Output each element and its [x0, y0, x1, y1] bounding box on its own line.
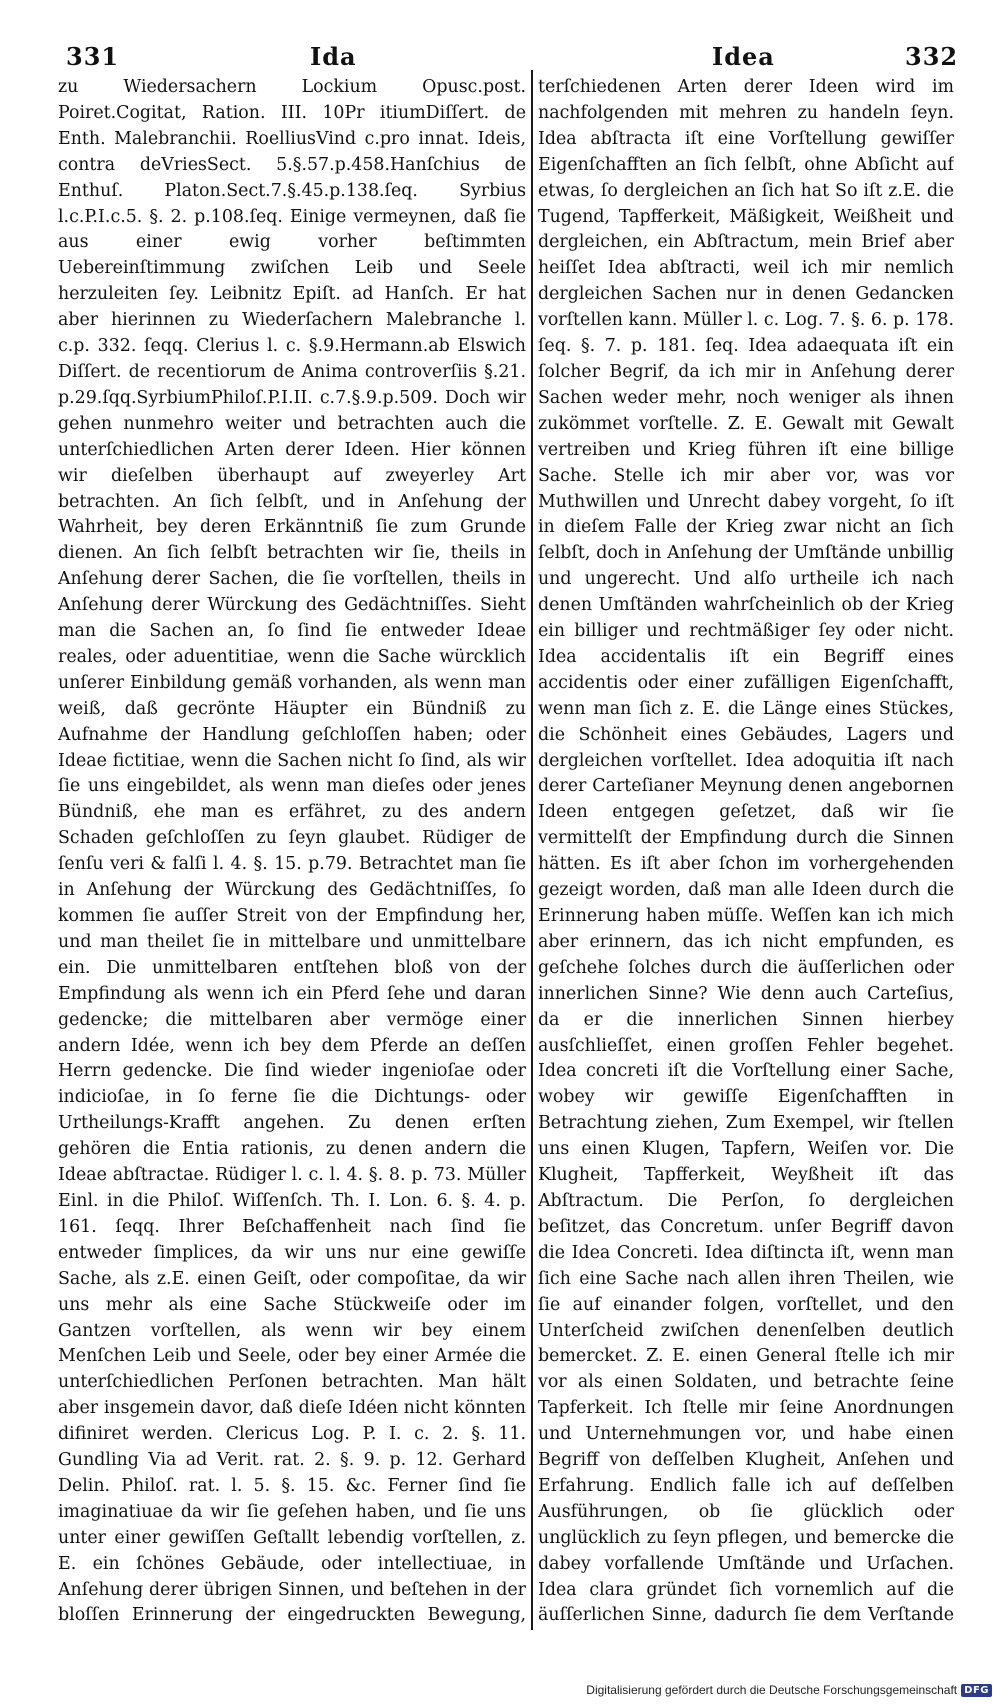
right-page-number: 332 [905, 42, 959, 71]
left-page-number: 331 [66, 42, 120, 71]
left-text-column [58, 75, 526, 1630]
page-header [0, 0, 1000, 70]
digitization-credit [586, 1683, 992, 1697]
right-text-column [538, 75, 954, 1630]
left-running-title: Ida [310, 42, 357, 71]
right-column-body: terſchiedenen Arten derer Ideen wird im nachfolgenden mit mehren zu handeln ſeyn. Idea abſtracta iſt eine Vorſtellung gewiſſer Eigenſchafften an ſich ſelbſt, ohne Abſicht auf etwas, ſo dergleichen an ſich hat So iſt z.E. die Tugend, Tapfferkeit, Mäßigkeit, Weißheit und dergleichen, ein Abſtractum, mein Brief aber heiſſet Idea abſtracti, weil ich mir nemlich dergleichen Sachen nur in denen Gedancken vorſtellen kann. Müller l. c. Log. 7. §. 6. p. 178. ſeq. §. 7. p. 181. ſeq. Idea adaequata iſt ein ſolcher Begrif, da ich mir in Anſehung derer Sachen weder mehr, noch weniger als ihnen zukömmet vorſtelle. Z. E. Gewalt mit Gewalt vertreiben und Krieg führen iſt eine billige Sache. Stelle ich mir aber vor, was vor Muthwillen und Unrecht dabey vorgeht, ſo iſt in dieſem Falle der Krieg zwar nicht an ſich ſelbſt, doch in Anſehung der Umſtände unbillig und ungerecht. Und alſo urtheile ich nach denen Umſtänden wahrſcheinlich ob der Krieg ein billiger und rechtmäßiger ſey oder nicht. Idea accidentalis iſt ein Begriff eines accidentis oder einer zufälligen Eigenſchafft, wenn man ſich z. E. die Länge eines Stückes, die Schönheit eines Gebäudes, Lagers und dergleichen vorſtellet. Idea adoquitia iſt nach derer Carteſianer Meynung denen angebornen Ideen entgegen geſetzet, daß wir ſie vermittelſt der Empfindung durch die Sinnen hätten. Es iſt aber ſchon im vorhergehenden gezeigt worden, daß man alle Ideen durch die Erinnerung haben müſſe. Weſſen kan ich mich aber erinnern, das ich nicht empfunden, es geſchehe ſolches durch die äuſſerlichen oder innerlichen Sinne? Wie denn auch Carteſius, da er die innerlichen Sinnen hierbey ausſchlieſſet, einen groſſen Fehler begehet. Idea concreti iſt die Vorſtellung einer Sache, wobey wir gewiſſe Eigenſchafften in Betrachtung ziehen, Zum Exempel, wir ſtellen uns einen Klugen, Tapfern, Weiſen vor. Die Klugheit, Tapfferkeit, Weyßheit iſt das Abſtractum. Die Perſon, ſo dergleichen beſitzet, das Concretum. unſer Begriff davon die Idea Concreti. Idea diſtincta iſt, wenn man ſich eine Sache nach allen ihren Theilen, wie ſie auf einander folgen, vorſtellet, und den Unterſcheid zwiſchen denenſelben deutlich bemercket. Z. E. einen General ſtelle ich mir vor als einen Soldaten, und betrachte ſeine Tapferkeit. Ich ſtelle mir ſeine Anordnungen und Unternehmungen vor, und habe einen Begriff von deſſelben Klugheit, Anſehen und Erfahrung. Endlich falle ich auf deſſelben Ausführungen, ob ſie glücklich oder unglücklich zu ſeyn pflegen, und bemercke die dabey vorfallende Umſtände und Urſachen. Idea clara gründet ſich vornemlich auf die äuſſerlichen Sinne, dadurch ſie dem Verſtande [538, 77, 954, 1626]
right-running-title: Idea [712, 42, 775, 71]
credit-text: Digitalisierung gefördert durch die Deutsche Forschungsgemeinschaft [586, 1683, 958, 1697]
left-column-body: zu Wiedersachern Lockium Opusc.post. Poiret.Cogitat, Ration. III. 10Pr itiumDiſſert. de Enth. Malebranchii. RoelliusVind c.pro innat. Ideis, contra deVriesSect. 5.§.57.p.458.Hanſchius de Enthuſ. Platon.Sect.7.§.45.p.138.ſeq. Syrbius l.c.P.I.c.5. §. 2. p.108.ſeq. Einige vermeynen, daß ſie aus einer ewig vorher beſtimmten Uebereinſtimmung zwiſchen Leib und Seele herzuleiten ſey. Leibnitz Epiſt. ad Hanſch. Er hat aber hierinnen zu Wiederſachern Malebranche l. c.p. 332. ſeqq. Clerius l. c. §.9.Hermann.ab Elswich Diſſert. de recentiorum de Anima controverſiis §.21. p.29.ſqq.SyrbiumPhiloſ.P.I.II. c.7.§.9.p.509. Doch wir gehen nunmehro weiter und betrachten auch die unterſchiedlichen Arten derer Ideen. Hier können wir dieſelben überhaupt auf zweyerley Art betrachten. An ſich ſelbſt, und in Anſehung der Wahrheit, bey deren Erkänntniß ſie zum Grunde dienen. An ſich ſelbſt betrachten wir ſie, theils in Anſehung derer Sachen, die ſie vorſtellen, theils in Anſehung derer Würckung des Gedächtniſſes. Sieht man die Sachen an, ſo ſind ſie entweder Ideae reales, oder aduentitiae, wenn die Sache würcklich unſerer Einbildung gemäß vorhanden, als wenn man weiß, daß gecrönte Häupter ein Bündniß zu Aufnahme der Handlung geſchloſſen haben; oder Ideae fictitiae, wenn die Sachen nicht ſo ſind, als wir ſie uns eingebildet, als wenn man dieſes oder jenes Bündniß, ehe man es erfähret, zu des andern Schaden geſchloſſen zu ſeyn glaubet. Rüdiger de ſenſu veri & falſi l. 4. §. 15. p.79. Betrachtet man ſie in Anſehung der Würckung des Gedächtniſſes, ſo kommen ſie auſſer Streit von der Empfindung her, und man theilet ſie in mittelbare und unmittelbare ein. Die unmittelbaren entſtehen bloß von der Empfindung als wenn ich ein Pferd ſehe und daran gedencke; die mittelbaren aber vermöge einer andern Idée, wenn ich bey dem Pferde an deſſen Herrn gedencke. Die ſind wieder ingenioſae oder indicioſae, in ſo ferne ſie die Dichtungs- oder Urtheilungs-Krafft angehen. Zu denen erſten gehören die Entia rationis, zu denen andern die Ideae abſtractae. Rüdiger l. c. l. 4. §. 8. p. 73. Müller Einl. in die Philoſ. Wiſſenſch. Th. I. Lon. 6. §. 4. p. 161. ſeqq. Ihrer Beſchaffenheit nach ſind ſie entweder ſimplices, da wir uns nur eine gewiſſe Sache, als z.E. einen Geiſt, oder compoſitae, da wir uns mehr als eine Sache Stückweiſe oder im Gantzen vorſtellen, als wenn wir bey einem Menſchen Leib und Seele, oder bey einer Armée die unterſchiedlichen Perſonen betrachten. Man hält aber insgemein davor, daß dieſe Idéen nicht könnten difiniret werden. Clericus Log. P. I. c. 2. §. 11. Gundling Via ad Verit. rat. 2. §. 9. p. 12. Gerhard Delin. Philoſ. rat. l. 5. §. 15. &c. Ferner ſind ſie imaginatiuae da wir ſie geſehen haben, und ſie uns unter einer gewiſſen Geſtallt lebendig vorſtellen, z. E. ein ſchönes Gebäude, oder intellectiuae, in Anſehung derer übrigen Sinnen, und beſtehen in der bloſſen Erinnerung der eingedruckten Bewegung, [58, 77, 526, 1626]
column-divider [531, 70, 533, 1630]
dfg-logo: DFG [961, 1684, 992, 1697]
